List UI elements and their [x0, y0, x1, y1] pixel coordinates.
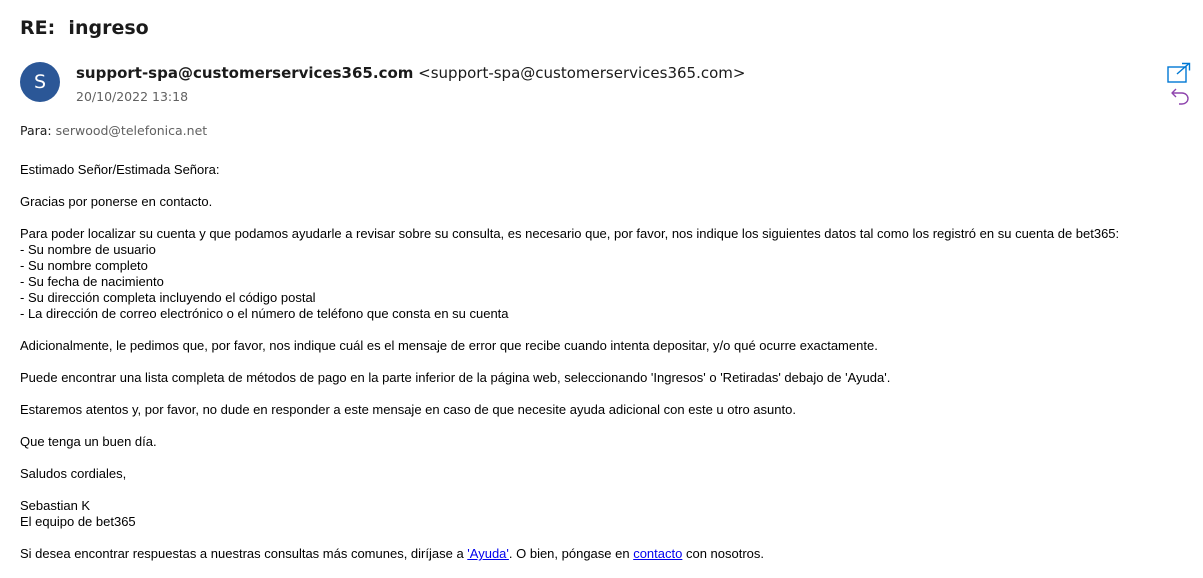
footer-text-post: con nosotros. [682, 546, 765, 561]
list-item: - Su nombre completo [20, 258, 148, 273]
footer-text-mid: . O bien, póngase en [508, 546, 634, 561]
attentive-paragraph: Estaremos atentos y, por favor, no dude en responder a este mensaje en caso de que necesite ayuda adicional con este u otro asunto. [20, 402, 796, 417]
email-body [20, 162, 1190, 578]
thanks-paragraph: Gracias por ponerse en contacto. [20, 194, 213, 209]
greeting: Estimado Señor/Estimada Señora: [20, 162, 220, 177]
list-item: - La dirección de correo electrónico o el número de teléfono que consta en su cuenta [20, 306, 509, 321]
intro-paragraph [20, 226, 1190, 322]
email-subject: RE: ingreso [20, 17, 149, 39]
open-in-new-window-icon[interactable] [1166, 62, 1192, 84]
avatar-letter: S [33, 71, 47, 93]
list-item: - Su dirección completa incluyendo el código postal [20, 290, 316, 305]
list-item: - Su fecha de nacimiento [20, 274, 164, 289]
contact-link[interactable]: contacto [633, 546, 683, 561]
reply-icon[interactable] [1170, 87, 1190, 105]
sender-name[interactable]: support-spa@customerservices365.com [76, 64, 414, 82]
list-item: - Su nombre de usuario [20, 242, 156, 257]
signature-name: Sebastian K [20, 498, 91, 513]
to-recipient[interactable]: serwood@telefonica.net [55, 123, 208, 138]
signature [20, 498, 1190, 530]
email-date: 20/10/2022 13:18 [76, 89, 189, 104]
footer-paragraph [20, 546, 1190, 562]
footer-text-pre: Si desea encontrar respuestas a nuestras consultas más comunes, diríjase a [20, 546, 468, 561]
regards-paragraph: Saludos cordiales, [20, 466, 127, 481]
additional-paragraph: Adicionalmente, le pedimos que, por favor, nos indique cuál es el mensaje de error que recibe cuando intenta depositar, y/o qué ocurre exactamente. [20, 338, 878, 353]
sender-line [76, 64, 745, 82]
help-link[interactable]: 'Ayuda' [467, 546, 509, 561]
sender-avatar [20, 62, 60, 102]
intro-text: Para poder localizar su cuenta y que podamos ayudarle a revisar sobre su consulta, es necesario que, por favor, nos indique los siguientes datos tal como los registró en su cuenta de bet365: [20, 226, 1120, 241]
to-label: Para: [20, 123, 52, 138]
sender-address[interactable]: <support-spa@customerservices365.com> [418, 64, 746, 82]
to-line [20, 123, 207, 138]
signature-team: El equipo de bet365 [20, 514, 136, 529]
payment-methods-paragraph: Puede encontrar una lista completa de métodos de pago en la parte inferior de la página web, seleccionando 'Ingresos' o 'Retiradas' debajo de 'Ayuda'. [20, 370, 891, 385]
good-day-paragraph: Que tenga un buen día. [20, 434, 157, 449]
